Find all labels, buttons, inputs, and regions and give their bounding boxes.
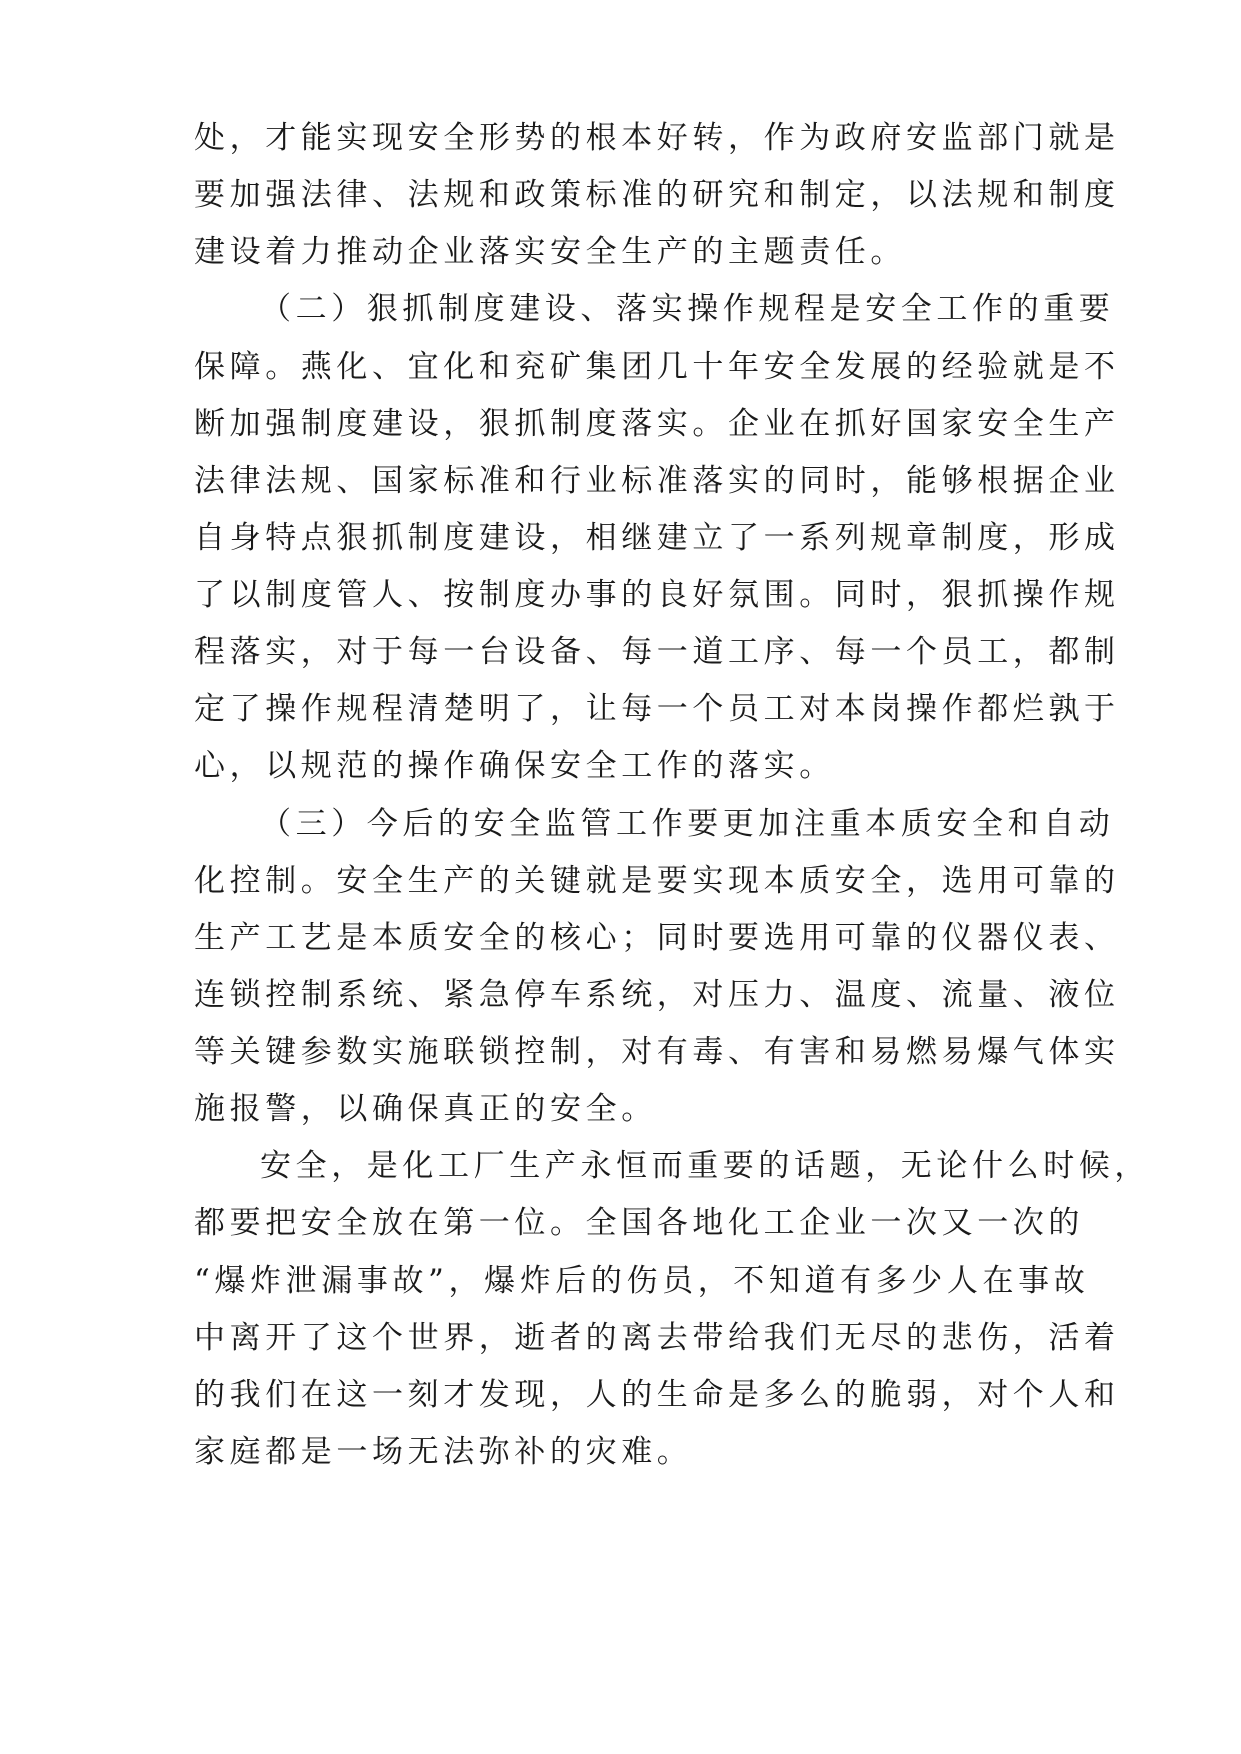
- text-line: 保障。燕化、宜化和兖矿集团几十年安全发展的经验就是不: [194, 349, 1120, 385]
- text-line: （二）狠抓制度建设、落实操作规程是安全工作的重要: [260, 291, 1115, 327]
- text-line: 了以制度管人、按制度办事的良好氛围。同时，狠抓操作规: [194, 577, 1120, 613]
- text-line: 的我们在这一刻才发现，人的生命是多么的脆弱，对个人和: [194, 1377, 1120, 1413]
- text-line: 定了操作规程清楚明了，让每一个员工对本岗操作都烂孰于: [194, 691, 1120, 727]
- text-line: 生产工艺是本质安全的核心；同时要选用可靠的仪器仪表、: [194, 920, 1120, 956]
- text-line: 安全，是化工厂生产永恒而重要的话题，无论什么时候，: [260, 1148, 1150, 1184]
- text-line: 断加强制度建设，狠抓制度落实。企业在抓好国家安全生产: [194, 406, 1120, 442]
- text-line: 施报警，以确保真正的安全。: [194, 1091, 657, 1127]
- text-line: 处，才能实现安全形势的根本好转，作为政府安监部门就是: [194, 120, 1120, 156]
- text-line: 连锁控制系统、紧急停车系统，对压力、温度、流量、液位: [194, 977, 1120, 1013]
- text-line: “爆炸泄漏事故”，爆炸后的伤员，不知道有多少人在事故: [194, 1263, 1090, 1299]
- text-line: 程落实，对于每一台设备、每一道工序、每一个员工，都制: [194, 634, 1120, 670]
- text-line: 都要把安全放在第一位。全国各地化工企业一次又一次的: [194, 1205, 1084, 1241]
- text-line: 自身特点狠抓制度建设，相继建立了一系列规章制度，形成: [194, 520, 1120, 556]
- text-line: 等关键参数实施联锁控制，对有毒、有害和易燃易爆气体实: [194, 1034, 1120, 1070]
- text-line: 建设着力推动企业落实安全生产的主题责任。: [194, 234, 906, 270]
- text-line: （三）今后的安全监管工作要更加注重本质安全和自动: [260, 806, 1115, 842]
- text-line: 心，以规范的操作确保安全工作的落实。: [194, 748, 835, 784]
- text-line: 中离开了这个世界，逝者的离去带给我们无尽的悲伤，活着: [194, 1320, 1120, 1356]
- text-line: 化控制。安全生产的关键就是要实现本质安全，选用可靠的: [194, 863, 1120, 899]
- text-line: 法律法规、国家标准和行业标准落实的同时，能够根据企业: [194, 463, 1120, 499]
- text-line: 家庭都是一场无法弥补的灾难。: [194, 1434, 693, 1470]
- text-line: 要加强法律、法规和政策标准的研究和制定，以法规和制度: [194, 177, 1120, 213]
